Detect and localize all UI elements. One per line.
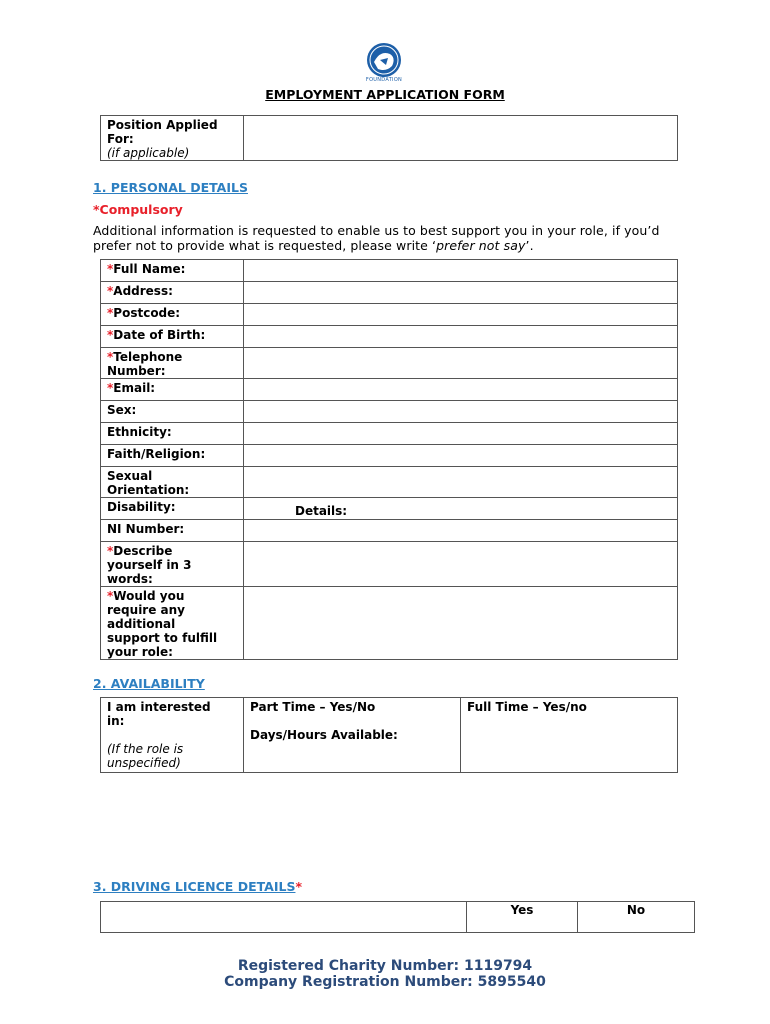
field-label bbox=[107, 500, 231, 514]
personal-row bbox=[101, 304, 678, 326]
field-input-cell[interactable] bbox=[244, 445, 678, 467]
required-star: * bbox=[107, 262, 114, 276]
personal-row bbox=[101, 498, 678, 520]
field-input-cell[interactable] bbox=[244, 467, 678, 498]
field-label-cell bbox=[101, 348, 244, 379]
field-label bbox=[107, 262, 231, 276]
field-label bbox=[107, 544, 231, 586]
field-label bbox=[107, 403, 231, 417]
personal-row bbox=[101, 379, 678, 401]
foundation-logo bbox=[360, 42, 408, 86]
driving-yes-cell[interactable] bbox=[467, 902, 578, 933]
field-label bbox=[107, 522, 231, 536]
position-label: Position Applied For: bbox=[107, 118, 218, 146]
intro-text: Additional information is requested to enable us to best support you in your role, if you’d prefer not to provide what is requested, please write ‘ bbox=[93, 223, 660, 253]
driving-licence-heading bbox=[93, 879, 302, 894]
field-input-cell[interactable] bbox=[244, 401, 678, 423]
driving-required-star: * bbox=[295, 879, 303, 894]
full-time-label: Full Time – Yes/no bbox=[467, 700, 587, 714]
field-label-cell bbox=[101, 326, 244, 348]
required-star: * bbox=[107, 350, 114, 364]
field-input-cell[interactable] bbox=[244, 282, 678, 304]
availability-note: (If the role is unspecified) bbox=[107, 742, 184, 770]
availability-label-cell bbox=[101, 698, 244, 773]
required-star: * bbox=[107, 306, 114, 320]
disability-details-label: Details: bbox=[295, 504, 348, 518]
field-input-cell[interactable] bbox=[244, 542, 678, 587]
required-star: * bbox=[107, 328, 114, 342]
form-title: EMPLOYMENT APPLICATION FORM bbox=[265, 87, 505, 102]
availability-table bbox=[100, 697, 678, 773]
intro-italic: prefer not say bbox=[436, 238, 526, 253]
field-input-cell[interactable] bbox=[244, 348, 678, 379]
field-label-text: Describe yourself in 3 words: bbox=[107, 544, 192, 586]
days-hours-label: Days/Hours Available: bbox=[250, 728, 398, 742]
field-label-cell bbox=[101, 520, 244, 542]
field-label-cell bbox=[101, 542, 244, 587]
field-label bbox=[107, 328, 231, 342]
field-label-cell bbox=[101, 587, 244, 660]
part-time-label: Part Time – Yes/No bbox=[250, 700, 376, 714]
personal-row bbox=[101, 282, 678, 304]
required-star: * bbox=[107, 544, 114, 558]
driving-detail-cell[interactable] bbox=[101, 902, 467, 933]
field-label-text: Sexual Orientation: bbox=[107, 469, 190, 497]
field-input-cell[interactable] bbox=[244, 520, 678, 542]
field-label-text: NI Number: bbox=[107, 522, 185, 536]
personal-row bbox=[101, 520, 678, 542]
personal-details-table bbox=[100, 259, 678, 660]
required-star: * bbox=[107, 381, 114, 395]
personal-details-heading: 1. PERSONAL DETAILS bbox=[93, 180, 248, 195]
company-number: Company Registration Number: 5895540 bbox=[224, 974, 546, 990]
personal-row bbox=[101, 260, 678, 282]
compulsory-note: *Compulsory bbox=[93, 202, 183, 217]
field-label bbox=[107, 425, 231, 439]
field-input-cell[interactable] bbox=[244, 587, 678, 660]
position-input-cell[interactable] bbox=[244, 116, 678, 161]
personal-row bbox=[101, 348, 678, 379]
required-star: * bbox=[107, 284, 114, 298]
field-label-text: Full Name: bbox=[113, 262, 186, 276]
position-note: (if applicable) bbox=[107, 146, 190, 160]
field-label bbox=[107, 469, 231, 497]
field-label-text: Disability: bbox=[107, 500, 176, 514]
field-label-cell bbox=[101, 445, 244, 467]
personal-row bbox=[101, 445, 678, 467]
part-time-cell[interactable] bbox=[244, 698, 461, 773]
field-label-text: Faith/Religion: bbox=[107, 447, 206, 461]
field-label bbox=[107, 284, 231, 298]
field-label-cell bbox=[101, 379, 244, 401]
field-label bbox=[107, 589, 231, 659]
field-input-cell[interactable] bbox=[244, 498, 678, 520]
field-label-cell bbox=[101, 498, 244, 520]
field-input-cell[interactable] bbox=[244, 423, 678, 445]
field-label bbox=[107, 306, 231, 320]
charity-number: Registered Charity Number: 1119794 bbox=[237, 958, 533, 974]
field-label-cell bbox=[101, 401, 244, 423]
field-label-text: Ethnicity: bbox=[107, 425, 172, 439]
field-label-cell bbox=[101, 304, 244, 326]
position-table bbox=[100, 115, 678, 161]
driving-heading-text: 3. DRIVING LICENCE DETAILS bbox=[93, 879, 296, 894]
logo-caption: FOUNDATION bbox=[365, 77, 403, 83]
field-label bbox=[107, 350, 231, 378]
driving-yes-label: Yes bbox=[510, 903, 534, 917]
field-label-text: Would you require any additional support to fulfill your role: bbox=[107, 589, 218, 659]
personal-intro bbox=[93, 223, 693, 253]
field-label-text: Postcode: bbox=[113, 306, 181, 320]
field-label bbox=[107, 381, 231, 395]
field-label-text: Telephone Number: bbox=[107, 350, 183, 378]
field-label-cell bbox=[101, 282, 244, 304]
full-time-cell[interactable] bbox=[461, 698, 678, 773]
availability-label: I am interested in: bbox=[107, 700, 211, 728]
intro-end: ’. bbox=[525, 238, 534, 253]
field-label-text: Address: bbox=[113, 284, 173, 298]
driving-no-cell[interactable] bbox=[578, 902, 695, 933]
driving-no-label: No bbox=[626, 903, 646, 917]
personal-row bbox=[101, 423, 678, 445]
personal-row bbox=[101, 467, 678, 498]
field-label-cell bbox=[101, 260, 244, 282]
field-label bbox=[107, 447, 231, 461]
required-star: * bbox=[107, 589, 114, 603]
driving-licence-table bbox=[100, 901, 695, 933]
position-label-cell bbox=[101, 116, 244, 161]
personal-row bbox=[101, 326, 678, 348]
field-label-text: Email: bbox=[113, 381, 156, 395]
personal-row bbox=[101, 542, 678, 587]
field-label-text: Date of Birth: bbox=[113, 328, 206, 342]
field-input-cell[interactable] bbox=[244, 379, 678, 401]
field-label-cell bbox=[101, 423, 244, 445]
personal-row bbox=[101, 401, 678, 423]
personal-row bbox=[101, 587, 678, 660]
field-input-cell[interactable] bbox=[244, 326, 678, 348]
availability-heading: 2. AVAILABILITY bbox=[93, 676, 205, 691]
field-label-text: Sex: bbox=[107, 403, 137, 417]
field-input-cell[interactable] bbox=[244, 304, 678, 326]
field-label-cell bbox=[101, 467, 244, 498]
field-input-cell[interactable] bbox=[244, 260, 678, 282]
